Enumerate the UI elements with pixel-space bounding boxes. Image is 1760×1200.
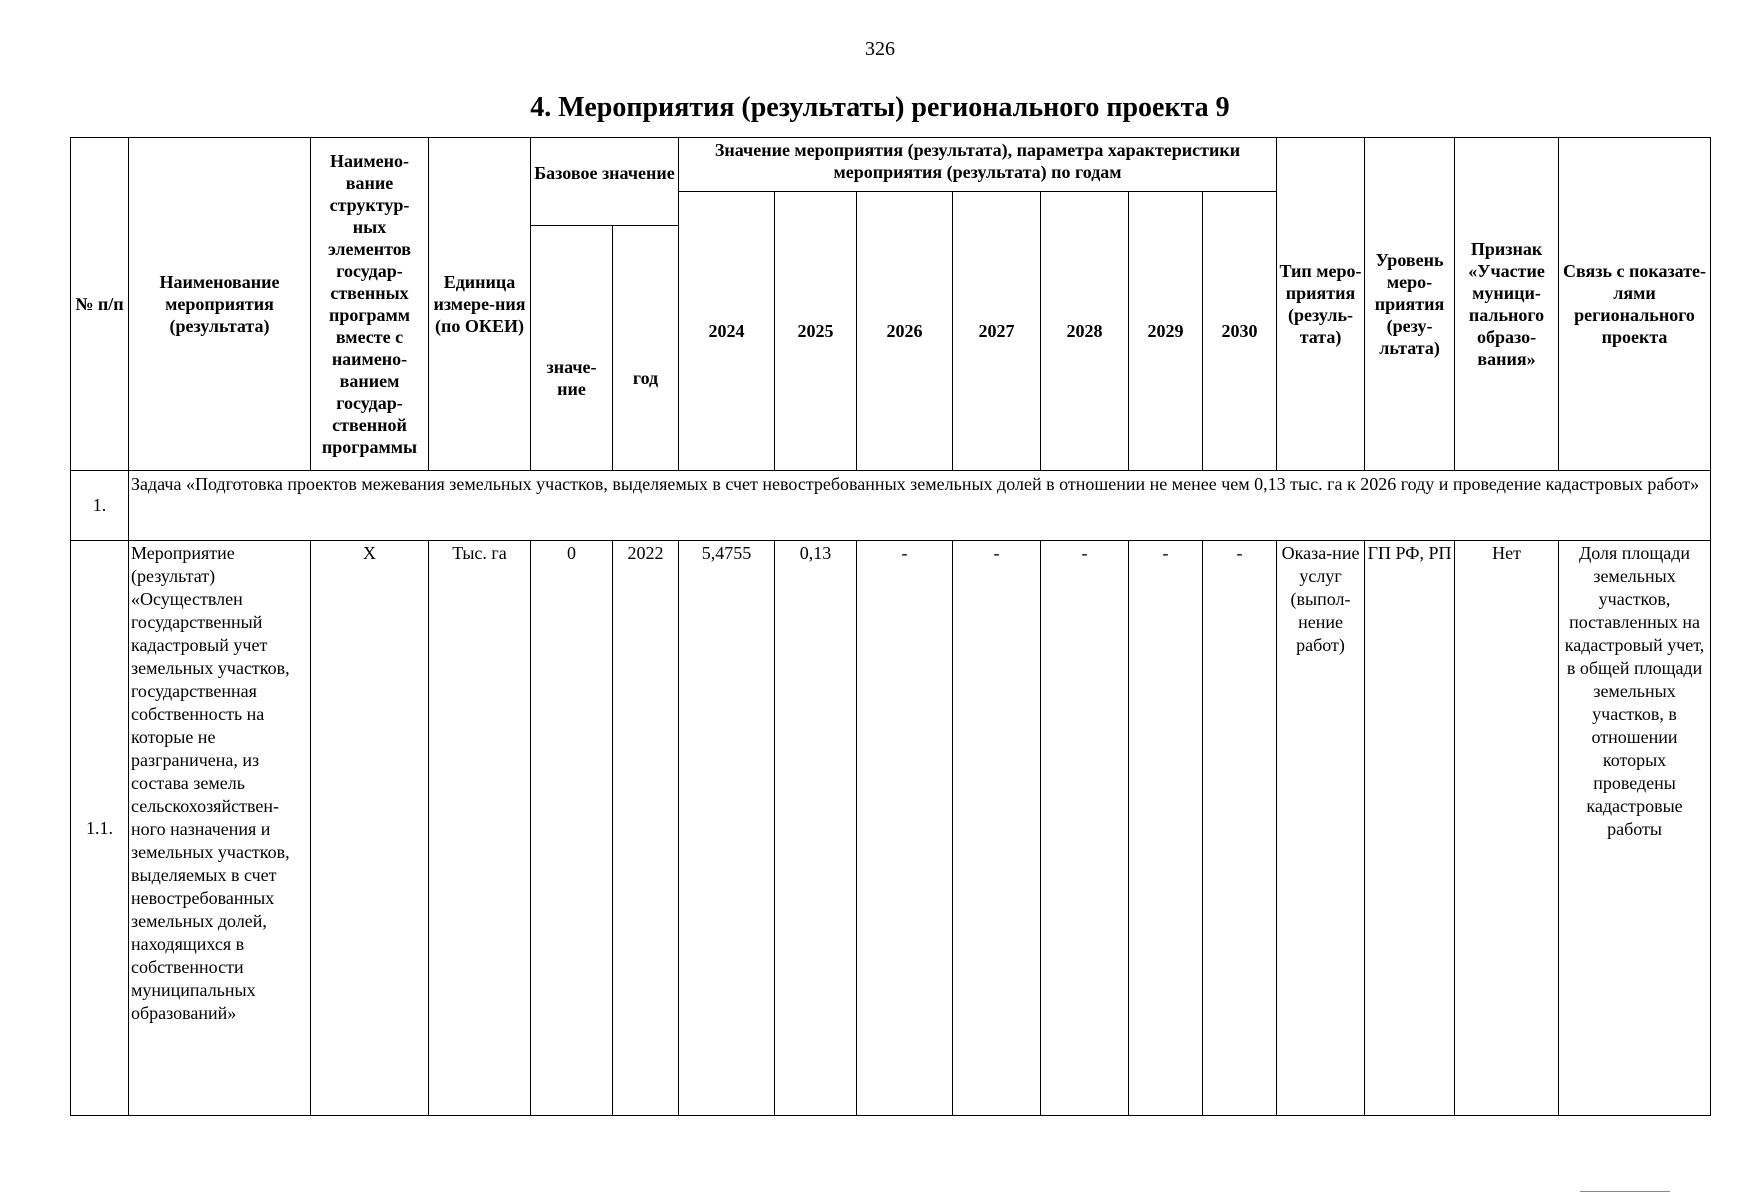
header-year-2029: 2029 [1129,192,1203,471]
row-value-2030: - [1203,541,1277,1116]
row-name: Мероприятие (результат) «Осуществлен государственный кадастровый учет земельных участков, государственная собственность на которые не разграничена, из состава земель сельскохозяйствен-ного назначения и земельных участков, выделяемых в счет невостребованных земельных долей, находящихся в собственности муниципальных образований» [129,541,311,1116]
task-row [71,471,1711,541]
row-base-value: 0 [531,541,613,1116]
header-year-2030: 2030 [1203,192,1277,471]
header-unit: Единица измере-ния (по ОКЕИ) [429,138,531,471]
row-value-2029: - [1129,541,1203,1116]
row-link: Доля площади земельных участков, поставленных на кадастровый учет, в общей площади земельных участков, в отношении которых проведены кадастровые работы [1559,541,1711,1116]
header-values-by-year: Значение мероприятия (результата), параметра характеристики мероприятия (результата) по годам [679,138,1277,192]
header-base-year: год [613,226,679,471]
row-value-2027: - [953,541,1041,1116]
row-value-2026: - [857,541,953,1116]
row-number: 1.1. [71,541,129,1116]
header-year-2028: 2028 [1041,192,1129,471]
row-struct: Х [311,541,429,1116]
scan-edge-line [1580,1191,1670,1192]
header-base-value: значе-ние [531,226,613,471]
header-name: Наименование мероприятия (результата) [129,138,311,471]
header-level: Уровень меро-приятия (резу-льтата) [1365,138,1455,471]
section-title: 4. Мероприятия (результаты) регионального проекта 9 [530,92,1230,123]
events-table [70,137,1711,1116]
page-number: 326 [865,38,895,60]
header-link: Связь с показате-лями регионального проекта [1559,138,1711,471]
row-type: Оказа-ние услуг (выпол-нение работ) [1277,541,1365,1116]
header-year-2026: 2026 [857,192,953,471]
header-base: Базовое значение [531,138,679,226]
row-unit: Тыс. га [429,541,531,1116]
row-base-year: 2022 [613,541,679,1116]
task-text: Задача «Подготовка проектов межевания земельных участков, выделяемых в счет невостребованных земельных долей в отношении не менее чем 0,13 тыс. га к 2026 году и проведение кадастровых работ» [129,471,1711,541]
header-struct: Наимено-вание структур-ных элементов государ-ственных программ вместе с наимено-ванием государ-ственной программы [311,138,429,471]
row-value-2028: - [1041,541,1129,1116]
table-row [71,541,1711,1116]
row-value-2025: 0,13 [775,541,857,1116]
header-year-2027: 2027 [953,192,1041,471]
row-level: ГП РФ, РП [1365,541,1455,1116]
row-value-2024: 5,4755 [679,541,775,1116]
header-municipal: Признак «Участие муници-пального образо-вания» [1455,138,1559,471]
header-year-2025: 2025 [775,192,857,471]
header-year-2024: 2024 [679,192,775,471]
row-municipal: Нет [1455,541,1559,1116]
header-num: № п/п [71,138,129,471]
header-type: Тип меро-приятия (резуль-тата) [1277,138,1365,471]
task-number: 1. [71,471,129,541]
